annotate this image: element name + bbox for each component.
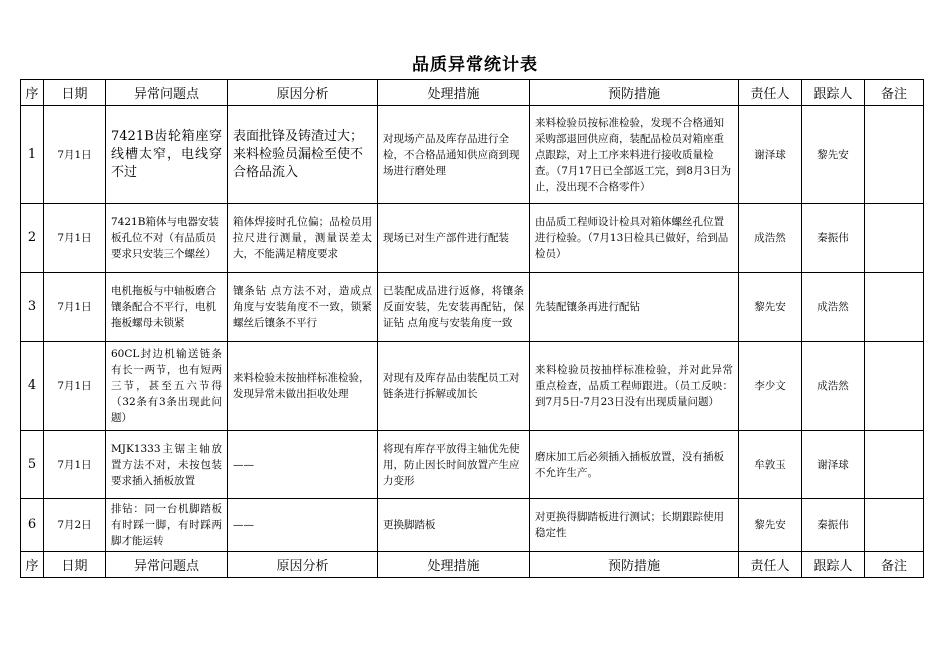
cell-prevention: 对更换得脚踏板进行测试；长期跟踪使用稳定性 <box>530 499 739 552</box>
cell-remark <box>865 273 924 342</box>
col-footer-action: 处理措施 <box>378 552 530 578</box>
cell-issue: 60CL封边机输送链条有长一两节，也有短两三节，甚至五六节得（32条有3条出现此问题） <box>106 342 228 431</box>
footer-header-row <box>21 552 924 578</box>
cell-no: 2 <box>21 204 44 273</box>
cell-prevention: 来料检验员按标准检验，发现不合格通知采购部退回供应商，装配品检员对箱座重点跟踪，对上工序来料进行接收质量检查。（7月17日已全部返工完，到8月3日为止，没出现不合格零件） <box>530 106 739 204</box>
col-footer-date: 日期 <box>44 552 106 578</box>
cell-action: 将现有库存平放得主轴优先使用，防止因长时间放置产生应力变形 <box>378 431 530 499</box>
table-row <box>21 499 924 552</box>
cell-date: 7月1日 <box>44 106 106 204</box>
cell-remark <box>865 342 924 431</box>
quality-anomaly-table <box>20 79 924 578</box>
cell-prevention: 先装配镶条再进行配钻 <box>530 273 739 342</box>
col-header-responsible: 责任人 <box>739 80 802 106</box>
col-footer-responsible: 责任人 <box>739 552 802 578</box>
table-row <box>21 431 924 499</box>
cell-tracker: 成浩然 <box>802 342 865 431</box>
col-header-prevention: 预防措施 <box>530 80 739 106</box>
cell-cause: 表面批锋及铸渣过大；来料检验员漏检至使不合格品流入 <box>228 106 378 204</box>
col-header-date: 日期 <box>44 80 106 106</box>
col-header-cause: 原因分析 <box>228 80 378 106</box>
cell-responsible: 黎先安 <box>739 273 802 342</box>
cell-cause: 箱体焊接时孔位偏；品检员用拉尺进行测量，测量误差太大，不能满足精度要求 <box>228 204 378 273</box>
cell-issue: 7421B齿轮箱座穿线槽太窄，电线穿不过 <box>106 106 228 204</box>
cell-tracker: 秦振伟 <box>802 204 865 273</box>
col-header-no: 序 <box>21 80 44 106</box>
col-footer-cause: 原因分析 <box>228 552 378 578</box>
cell-prevention: 来料检验员按抽样标准检验，并对此异常重点检查，品质工程师跟进。（员工反映：到7月5日-7月23日没有出现质量问题） <box>530 342 739 431</box>
cell-action: 对现场产品及库存品进行全检，不合格品通知供应商到现场进行磨处理 <box>378 106 530 204</box>
cell-issue: MJK1333主锯主轴放置方法不对，未按包装要求插入插板放置 <box>106 431 228 499</box>
cell-cause: —— <box>228 431 378 499</box>
col-header-tracker: 跟踪人 <box>802 80 865 106</box>
col-footer-remark: 备注 <box>865 552 924 578</box>
cell-action: 现场已对生产部件进行配装 <box>378 204 530 273</box>
cell-remark <box>865 204 924 273</box>
table-row <box>21 106 924 204</box>
cell-date: 7月1日 <box>44 342 106 431</box>
cell-cause: —— <box>228 499 378 552</box>
col-footer-no: 序 <box>21 552 44 578</box>
cell-issue: 7421B箱体与电器安装板孔位不对（有品质员要求只安装三个螺丝） <box>106 204 228 273</box>
col-footer-prevention: 预防措施 <box>530 552 739 578</box>
cell-no: 3 <box>21 273 44 342</box>
cell-issue: 排钻：同一台机脚踏板有时踩一脚，有时踩两脚才能运转 <box>106 499 228 552</box>
cell-cause: 镶条钻 点方法不对，造成点角度与安装角度不一致，锁紧螺丝后镶条不平行 <box>228 273 378 342</box>
cell-cause: 来料检验未按抽样标准检验，发现异常未做出拒收处理 <box>228 342 378 431</box>
header-row <box>21 80 924 106</box>
col-header-action: 处理措施 <box>378 80 530 106</box>
cell-tracker: 谢泽球 <box>802 431 865 499</box>
cell-issue: 电机拖板与中轴板磨合镶条配合不平行，电机拖板螺母未锁紧 <box>106 273 228 342</box>
cell-tracker: 秦振伟 <box>802 499 865 552</box>
cell-prevention: 由品质工程师设计检具对箱体螺丝孔位置进行检验。（7月13日检具已做好，给到品检员） <box>530 204 739 273</box>
cell-responsible: 黎先安 <box>739 499 802 552</box>
cell-action: 更换脚踏板 <box>378 499 530 552</box>
cell-action: 已装配成品进行返修，将镶条反面安装，先安装再配钻，保证钻 点角度与安装角度一致 <box>378 273 530 342</box>
cell-responsible: 李少文 <box>739 342 802 431</box>
page-title: 品质异常统计表 <box>412 55 538 75</box>
cell-no: 6 <box>21 499 44 552</box>
cell-no: 4 <box>21 342 44 431</box>
cell-action: 对现有及库存品由装配员工对链条进行拆解或加长 <box>378 342 530 431</box>
cell-date: 7月2日 <box>44 499 106 552</box>
cell-responsible: 成浩然 <box>739 204 802 273</box>
cell-date: 7月1日 <box>44 431 106 499</box>
cell-responsible: 谢泽球 <box>739 106 802 204</box>
cell-date: 7月1日 <box>44 204 106 273</box>
cell-responsible: 牟敦玉 <box>739 431 802 499</box>
cell-tracker: 黎先安 <box>802 106 865 204</box>
cell-remark <box>865 106 924 204</box>
table-row <box>21 204 924 273</box>
cell-date: 7月1日 <box>44 273 106 342</box>
table-row <box>21 342 924 431</box>
col-header-remark: 备注 <box>865 80 924 106</box>
col-header-issue: 异常问题点 <box>106 80 228 106</box>
cell-tracker: 成浩然 <box>802 273 865 342</box>
cell-prevention: 磨床加工后必须插入插板放置，没有插板不允许生产。 <box>530 431 739 499</box>
col-footer-tracker: 跟踪人 <box>802 552 865 578</box>
cell-remark <box>865 499 924 552</box>
cell-no: 5 <box>21 431 44 499</box>
col-footer-issue: 异常问题点 <box>106 552 228 578</box>
cell-remark <box>865 431 924 499</box>
table-row <box>21 273 924 342</box>
cell-no: 1 <box>21 106 44 204</box>
